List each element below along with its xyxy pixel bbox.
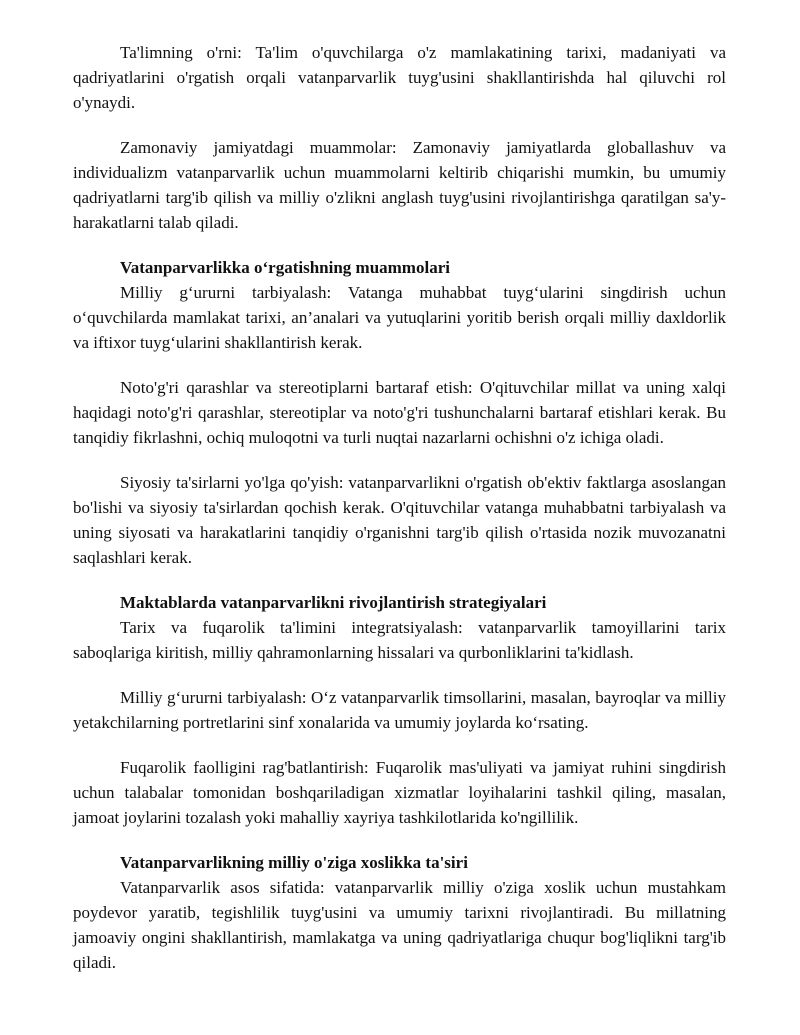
paragraph-zamonaviy-muammolar: Zamonaviy jamiyatdagi muammolar: Zamonaviy jamiyatlarda globallashuv va individualizm vatanparvarlik uchun muammolarni keltirib chiqarishi mumkin, bu umumiy qadriyatlarni targ'ib qilish va milliy o'zlikni anglash tuyg'usini rivojlantirishga qaratilgan sa'y-harakatlarni talab qiladi. bbox=[73, 138, 726, 232]
document-page bbox=[73, 40, 726, 975]
paragraph-gap bbox=[73, 450, 726, 470]
paragraph-gap bbox=[73, 115, 726, 135]
paragraph-fuqarolik-faolligi: Fuqarolik faolligini rag'batlantirish: Fuqarolik mas'uliyati va jamiyat ruhini singdirish uchun talabalar tomonidan boshqariladigan xizmatlar loyihalarini tashkil qiling, masalan, jamoat joylarini tozalash yoki mahalliy xayriya tashkilotlarida ko'ngillilik. bbox=[73, 758, 726, 827]
section-heading-muammolar: Vatanparvarlikka o‘rgatishning muammolari bbox=[120, 258, 450, 277]
paragraph-tarix-fuqarolik: Tarix va fuqarolik ta'limini integratsiyalash: vatanparvarlik tamoyillarini tarix saboqlariga kiritish, milliy qahramonlarning hissalari va qurbonliklarini ta'kidlash. bbox=[73, 618, 726, 662]
section-heading-oziga-xoslik: Vatanparvarlikning milliy o'ziga xoslikka ta'siri bbox=[120, 853, 468, 872]
paragraph-gap bbox=[73, 235, 726, 255]
section-heading-strategiyalar: Maktablarda vatanparvarlikni rivojlantirish strategiyalari bbox=[120, 593, 547, 612]
paragraph-siyosiy-tasirlar: Siyosiy ta'sirlarni yo'lga qo'yish: vatanparvarlikni o'rgatish ob'ektiv faktlarga asoslangan bo'lishi va siyosiy ta'sirlardan qochish kerak. O'qituvchilar vatanga muhabbatni tarbiyalash va uning siyosati va harakatlarini tanqidiy o'rganishni targ'ib qilish o'rtasida nozik muvozanatni saqlashlari kerak. bbox=[73, 473, 726, 567]
paragraph-gap bbox=[73, 570, 726, 590]
paragraph-gap bbox=[73, 665, 726, 685]
paragraph-vatanparvarlik-asos: Vatanparvarlik asos sifatida: vatanparvarlik milliy o'ziga xoslik uchun mustahkam poydevor yaratib, tegishlilik tuyg'usini va umumiy tarixni rivojlantiradi. Bu millatning jamoaviy ongini shakllantirish, mamlakatga va uning qadriyatlariga chuqur bog'liqlikni targ'ib qiladi. bbox=[73, 878, 726, 972]
paragraph-notogri-qarashlar: Noto'g'ri qarashlar va stereotiplarni bartaraf etish: O'qituvchilar millat va uning xalqi haqidagi noto'g'ri qarashlar, stereotiplar va noto'g'ri tushunchalarni bartaraf etishlari kerak. Bu tanqidiy fikrlashni, ochiq muloqotni va turli nuqtai nazarlarni ochishni o'z ichiga oladi. bbox=[73, 378, 726, 447]
paragraph-gap bbox=[73, 830, 726, 850]
paragraph-milliy-gurur-2: Milliy g‘ururni tarbiyalash: O‘z vatanparvarlik timsollarini, masalan, bayroqlar va milliy yetakchilarning portretlarini sinf xonalarida va umumiy joylarda ko‘rsating. bbox=[73, 688, 726, 732]
paragraph-talimning-orni: Ta'limning o'rni: Ta'lim o'quvchilarga o'z mamlakatining tarixi, madaniyati va qadriyatlarini o'rgatish orqali vatanparvarlik tuyg'usini shakllantirishda hal qiluvchi rol o'ynaydi. bbox=[73, 43, 726, 112]
paragraph-milliy-gurur-1: Milliy g‘ururni tarbiyalash: Vatanga muhabbat tuyg‘ularini singdirish uchun o‘quvchilarda mamlakat tarixi, an’analari va yutuqlarini yoritib berish orqali milliy daxldorlik va iftixor tuyg‘ularini shakllantirish kerak. bbox=[73, 283, 726, 352]
paragraph-gap bbox=[73, 355, 726, 375]
paragraph-gap bbox=[73, 735, 726, 755]
